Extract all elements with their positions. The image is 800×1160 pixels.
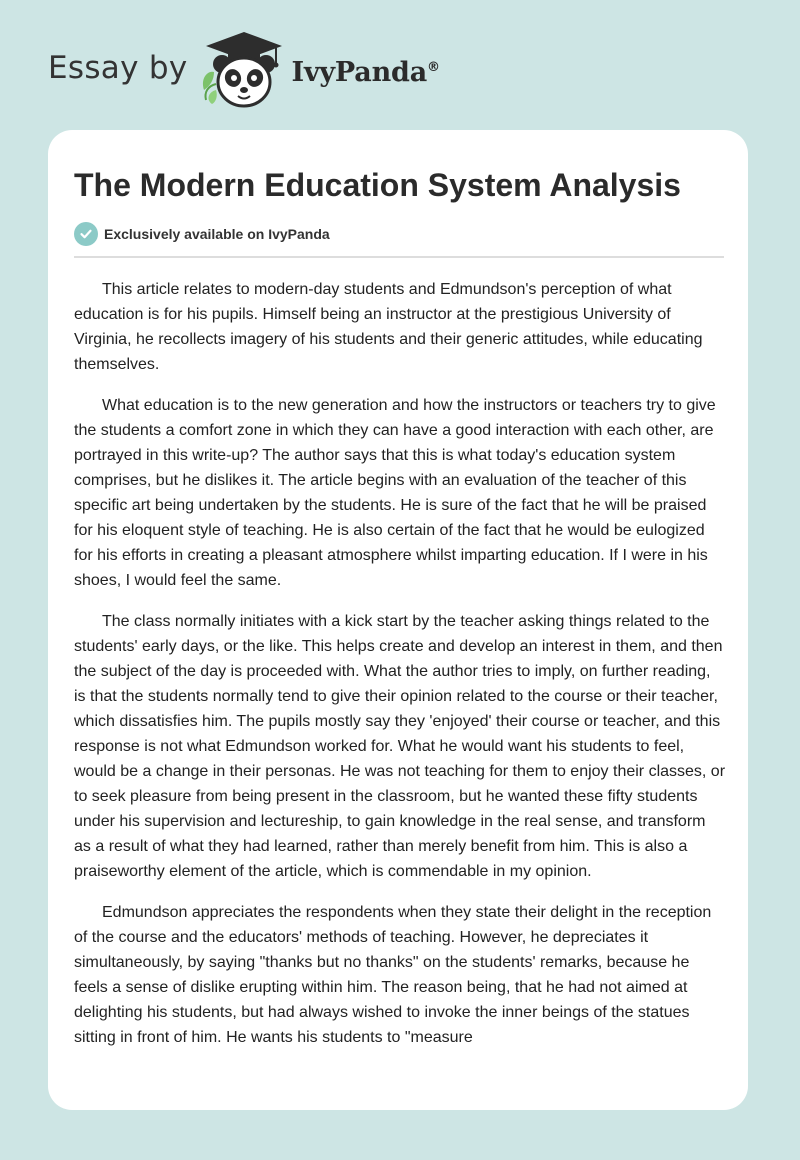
paragraph: This article relates to modern-day students and Edmundson's perception of what education is for his pupils. Himself being an instructor at the prestigious University of Virginia, he recollects imagery of his students and their generic attitudes, while educating themselves. bbox=[74, 281, 703, 373]
paragraph: What education is to the new generation and how the instructors or teachers try to give the students a comfort zone in which they can have a good interaction with each other, are portrayed in this write-up? The author says that this is what today's education system comprises, but he dislikes it. The article begins with an evaluation of the teacher of this specific art being undertaken by the students. He is sure of the fact that he will be praised for his eloquent style of teaching. He is also certain of the fact that he would be eulogized for his efforts in creating a pleasant atmosphere whilst imparting education. If I were in his shoes, I would feel the same. bbox=[74, 397, 716, 589]
article-body bbox=[74, 277, 726, 1050]
exclusive-badge bbox=[74, 222, 722, 246]
trademark-symbol: ® bbox=[427, 59, 440, 75]
brand-prefix: Essay by bbox=[48, 50, 188, 86]
page-title: The Modern Education System Analysis bbox=[74, 167, 681, 203]
divider bbox=[74, 256, 724, 258]
check-circle-icon bbox=[74, 222, 98, 246]
badge-label: Exclusively available on IvyPanda bbox=[104, 226, 330, 242]
brand-name: IvyPanda® bbox=[291, 56, 440, 88]
panda-graduate-icon bbox=[198, 30, 290, 110]
paragraph: The class normally initiates with a kick start by the teacher asking things related to the students' early days, or the like. This helps create and develop an interest in them, and then the subject of the day is proceeded with. What the author tries to imply, on further reading, is that the students normally tend to give their opinion related to the course or their teacher, which dissatisfies him. The pupils mostly say they 'enjoyed' their course or teacher, and this response is not what Edmundson worked for. What he would want his students to feel, would be a change in their personas. He was not teaching for them to enjoy their classes, or to seek pleasure from being present in the classroom, but he wanted these fifty students under his supervision and lectureship, to gain knowledge in the real sense, and transform as a result of what they had learned, rather than merely benefit from him. This is also a praiseworthy element of the article, which is commendable in my opinion. bbox=[74, 613, 726, 880]
brand-header[interactable] bbox=[48, 30, 440, 110]
paragraph: Edmundson appreciates the respondents when they state their delight in the reception of the course and the educators' methods of teaching. However, he depreciates it simultaneously, by saying "thanks but no thanks" on the students' remarks, because he feels a sense of dislike erupting within him. The reason being, that he had not aimed at delighting his students, but had always wished to invoke the inner beings of the statues sitting in front of him. He wants his students to "measure bbox=[74, 904, 712, 1046]
essay-card bbox=[48, 130, 748, 1110]
